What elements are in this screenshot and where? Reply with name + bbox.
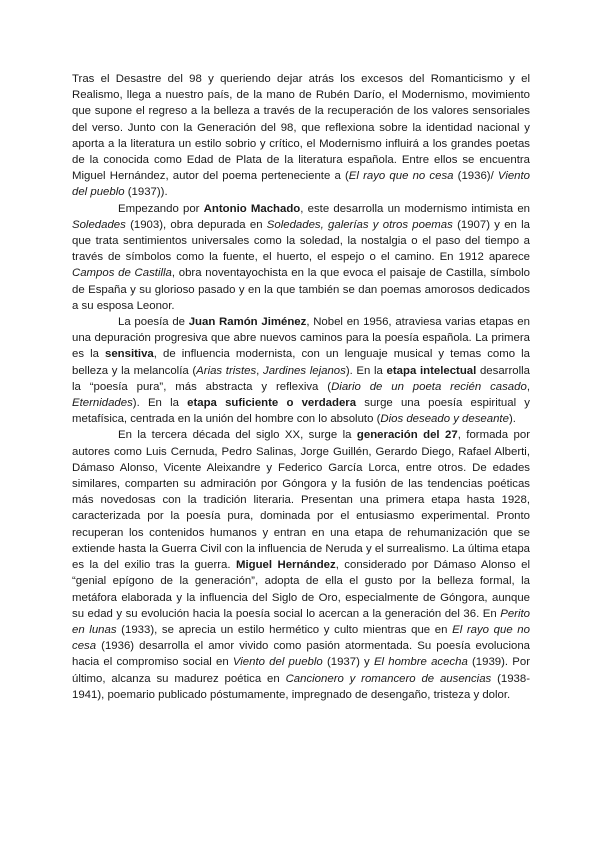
text-run: , considerado por Dámaso Alonso el “genial epígono de la generación”, adopta de ella el gusto por la belleza formal, la metáfora elaborada y la influencia del Siglo de Oro, especialmente de Góngora, aunque su edad y su evolución hacia la poesía social lo acercan a la generación del 36. En (72, 559, 530, 620)
text-run: surge una poesía espiritual y metafísica, centrada en la unión del hombre con lo absoluto ( (72, 397, 530, 426)
italic-title: Dios deseado y deseante (380, 413, 509, 426)
bold-text: Juan Ramón Jiménez (188, 316, 307, 329)
italic-title: Diario de un poeta recién casado (331, 380, 527, 393)
text-run: (1937)). (124, 186, 168, 199)
bold-text: etapa suficiente o verdadera (187, 397, 357, 410)
text-run: desarrolla la “poesía pura”, más abstracta y reflexiva ( (72, 364, 530, 393)
bold-text: Miguel Hernández (235, 559, 336, 572)
italic-title: El hombre acecha (373, 656, 468, 669)
italic-title: El rayo que no cesa (72, 623, 530, 653)
italic-title: Perito en lunas (72, 607, 530, 636)
text-run: , (526, 380, 530, 393)
text-run: (1938-1941), poemario publicado póstumamente, impregnado de desengaño, tristeza y dolor. (72, 672, 531, 701)
text-run: (1933), se aprecia un estilo hermético y culto mientras que en (116, 623, 453, 636)
text-run: , de influencia modernista, con un lenguaje musical y temas como la belleza y la melancolía ( (72, 348, 530, 377)
text-run: (1903), obra depurada en (125, 218, 267, 231)
text-run: , formada por autores como Luis Cernuda, Pedro Salinas, Jorge Guillén, Gerardo Diego, Rafael Alberti, Dámaso Alonso, Vicente Aleixandre y Federico García Lorca, entre otros. De edades similares, comparten su admiración por Góngora y la fusión de las tendencias poéticas más novedosas con la tradición literaria. Presentan una primera etapa hasta 1928, caracterizada por la poesía pura, dominada por el entusiasmo experimental. Pronto recuperan los contenidos humanos y entran en una etapa de rehumanización que se extiende hasta la Guerra Civil con la influencia de Neruda y el surrealismo. La última etapa es la del exilio tras la guerra. (72, 429, 530, 572)
bold-text: sensitiva (105, 348, 154, 361)
bold-text: Antonio Machado (203, 202, 301, 215)
bold-text: generación del 27 (356, 429, 458, 442)
italic-title: Soledades, galerías y otros poemas (266, 218, 453, 231)
text-run: (1936) desarrolla el amor vivido como pasión atormentada. Su poesía evoluciona hacia el compromiso social en (72, 640, 530, 669)
paragraph-machado (72, 201, 530, 314)
paragraph-intro (72, 71, 530, 201)
text-run: (1936)/ (453, 170, 498, 183)
text-run: , obra noventayochista en la que evoca el paisaje de Castilla, símbolo de España y su glorioso pasado y en la que también se dan poemas amorosos dedicados a su esposa Leonor. (72, 267, 531, 312)
italic-title: Viento del pueblo (232, 656, 323, 669)
paragraph-generacion-27 (72, 427, 530, 702)
italic-title: Soledades (72, 218, 126, 231)
bold-text: etapa intelectual (386, 364, 477, 377)
text-run: Empezando por (118, 202, 204, 215)
text-run: ). En la (345, 364, 387, 377)
document-page (72, 71, 530, 703)
italic-title: Arias tristes (196, 364, 257, 377)
text-run: , Nobel en 1956, atraviesa varias etapas en una depuración progresiva que abre nuevos caminos para la poesía española. La primera es la (72, 316, 530, 361)
text-run: , este desarrolla un modernismo intimista en (300, 202, 530, 215)
text-run: (1937) y (322, 656, 374, 669)
italic-title: Viento del pueblo (72, 170, 531, 199)
italic-title: Jardines lejanos (263, 364, 346, 377)
italic-title: Eternidades (72, 397, 133, 410)
text-run: Tras el Desastre del 98 y queriendo dejar atrás los excesos del Romanticismo y el Realismo, llega a nuestro país, de la mano de Rubén Darío, el Modernismo, movimiento que supone el regreso a la belleza a través de la recuperación de los valores sensoriales del verso. Junto con la Generación del 98, que reflexiona sobre la identidad nacional y aporta a la literatura un estilo sobrio y crítico, el Modernismo influirá a los grandes poetas de la conocida como Edad de Plata de la literatura española. Entre ellos se encuentra Miguel Hernández, autor del poema perteneciente a ( (72, 73, 530, 183)
text-run: (1939). Por último, alcanza su madurez poética en (72, 656, 530, 685)
text-run: La poesía de (118, 316, 189, 329)
text-run: , (256, 364, 263, 377)
italic-title: Cancionero y romancero de ausencias (285, 672, 492, 685)
italic-title: El rayo que no cesa (348, 170, 454, 183)
text-run: En la tercera década del siglo XX, surge la (118, 429, 357, 442)
text-run: (1907) y en la que trata sentimientos universales como la soledad, la nostalgia o el paso del tiempo a través de símbolos como la fuente, el huerto, el espejo o el camino. En 1912 aparece (72, 218, 530, 264)
text-run: ). En la (132, 397, 188, 410)
paragraph-juan-ramon-jimenez (72, 314, 530, 427)
text-run: ). (508, 413, 516, 426)
italic-title: Campos de Castilla (72, 267, 172, 280)
